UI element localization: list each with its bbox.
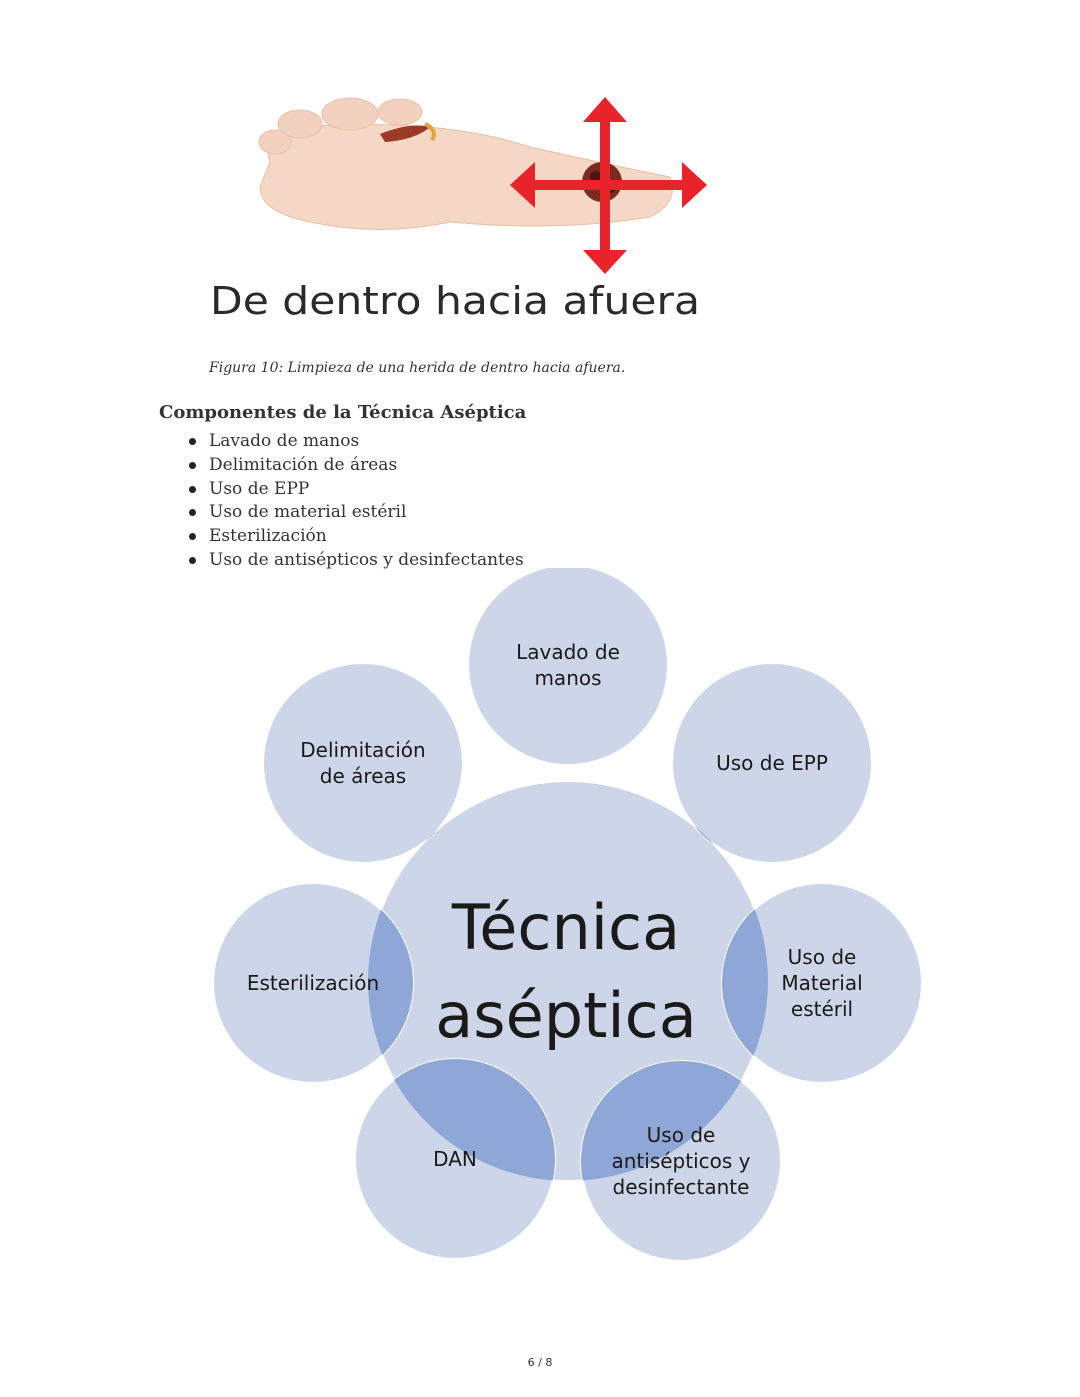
outward-arrows	[510, 97, 707, 274]
satellite-label: DAN	[433, 1147, 477, 1171]
satellite-label: Uso de EPP	[716, 751, 828, 775]
center-label: Técnica aséptica	[435, 891, 697, 1052]
list-item: Esterilización	[209, 525, 524, 549]
satellite-label: Esterilización	[246, 971, 380, 995]
aseptic-technique-diagram	[200, 568, 940, 1268]
satellite-label: Uso de antisépticos y desinfectante	[611, 1123, 751, 1199]
list-item: Uso de antisépticos y desinfectantes	[209, 549, 524, 573]
figure-image-text: De dentro hacia afuera	[210, 279, 700, 323]
satellite-label: Lavado de manos	[516, 640, 620, 690]
list-item: Uso de material estéril	[209, 501, 524, 525]
foot-wound-illustration	[200, 92, 720, 332]
components-list	[209, 430, 524, 573]
page-number: 6 / 8	[527, 1356, 553, 1369]
satellite-label: Delimitación de áreas	[300, 738, 426, 788]
section-heading: Componentes de la Técnica Aséptica	[159, 402, 527, 423]
satellite-circle	[263, 663, 463, 863]
list-item: Uso de EPP	[209, 478, 524, 502]
list-item: Delimitación de áreas	[209, 454, 524, 478]
list-item: Lavado de manos	[209, 430, 524, 454]
satellite-label: Uso de Material estéril	[781, 945, 863, 1021]
figure-caption: Figura 10: Limpieza de una herida de dentro hacia afuera.	[209, 360, 626, 376]
